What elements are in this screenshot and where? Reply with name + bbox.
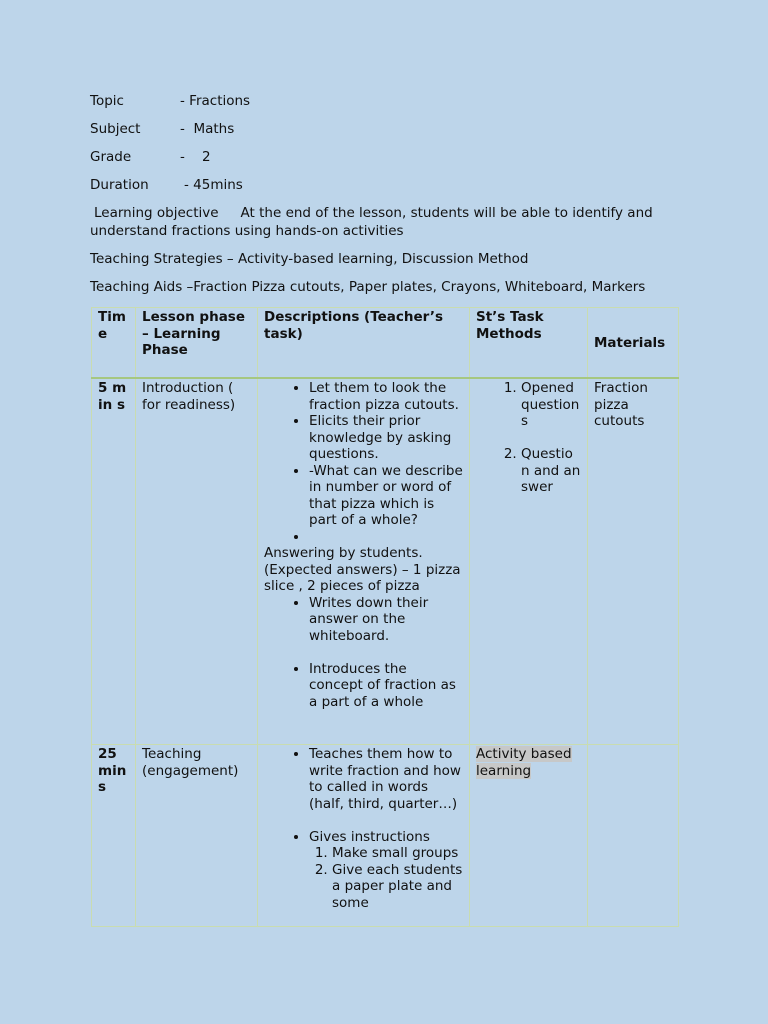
row-st-task [470,745,588,927]
row-phase: Introduction ( for readiness) [136,378,258,745]
description-bullets [264,595,463,645]
list-item: 1. Opened question s [521,380,581,430]
subject-label: Subject [90,121,141,137]
grade-label: Grade [90,149,132,165]
subject-row [90,120,690,148]
topic-label: Topic [90,93,124,109]
st-task-list [476,380,581,430]
objective-row [90,204,690,240]
col-header-time: Tim e [92,308,136,379]
lesson-plan-table [91,307,679,927]
table-row [92,745,679,927]
list-item [309,529,463,546]
col-header-phase: Lesson phase – Learning Phase [136,308,258,379]
instruction-steps [309,845,463,911]
row-materials [588,745,679,927]
objective-value: At the end of the lesson, students will be able to identify and understand fractions using hands-on activities [90,205,653,239]
list-item: 1. Make small groups [332,845,463,862]
description-bullets [264,829,463,912]
subject-value: - Maths [180,121,235,137]
row-phase: Teaching (engagement) [136,745,258,927]
expected-answers: Answering by students. (Expected answers) – 1 pizza slice , 2 pieces of pizza [264,545,461,594]
description-bullets [264,746,463,812]
list-item: • Elicits their prior knowledge by asking questions. [309,413,463,463]
list-item: • -What can we describe in number or word of that pizza which is part of a whole? [309,463,463,529]
list-item: 2. Questio n and answer [521,446,581,496]
row-time: 5 min s [92,378,136,745]
col-header-materials: Materials [588,308,679,379]
highlighted-method: Activity based learning [476,746,572,779]
row-materials: Fraction pizza cutouts [588,378,679,745]
objective-label: Learning objective [94,205,219,221]
row-descriptions [258,745,470,927]
list-item [309,829,463,912]
row-time: 25 min s [92,745,136,927]
teaching-aids: Teaching Aids –Fraction Pizza cutouts, Paper plates, Crayons, Whiteboard, Markers [90,279,646,295]
grade-row [90,148,690,176]
description-bullets [264,661,463,711]
duration-row [90,176,690,204]
teaching-strategies: Teaching Strategies – Activity-based learning, Discussion Method [90,251,529,267]
col-header-descriptions: Descriptions (Teacher’s task) [258,308,470,379]
row-st-task [470,378,588,745]
table-header-row [92,308,679,379]
topic-row [90,92,690,120]
list-item: 2. Give each students a paper plate and some [332,862,463,912]
list-item: • Introduces the concept of fraction as a part of a whole [309,661,463,711]
list-item: • Writes down their answer on the whiteboard. [309,595,463,645]
st-task-list [476,446,581,496]
topic-value: - Fractions [180,93,251,109]
duration-label: Duration [90,177,149,193]
list-item: • Teaches them how to write fraction and how to called in words (half, third, quarter…) [309,746,463,812]
row-descriptions [258,378,470,745]
lesson-header [90,92,690,306]
grade-value: - 2 [180,149,211,165]
duration-value: - 45mins [184,177,243,193]
instructions-label: Gives instructions [309,828,430,845]
description-bullets [264,380,463,545]
list-item: • Let them to look the fraction pizza cutouts. [309,380,463,413]
col-header-st-task: St’s Task Methods [470,308,588,379]
table-row [92,378,679,745]
